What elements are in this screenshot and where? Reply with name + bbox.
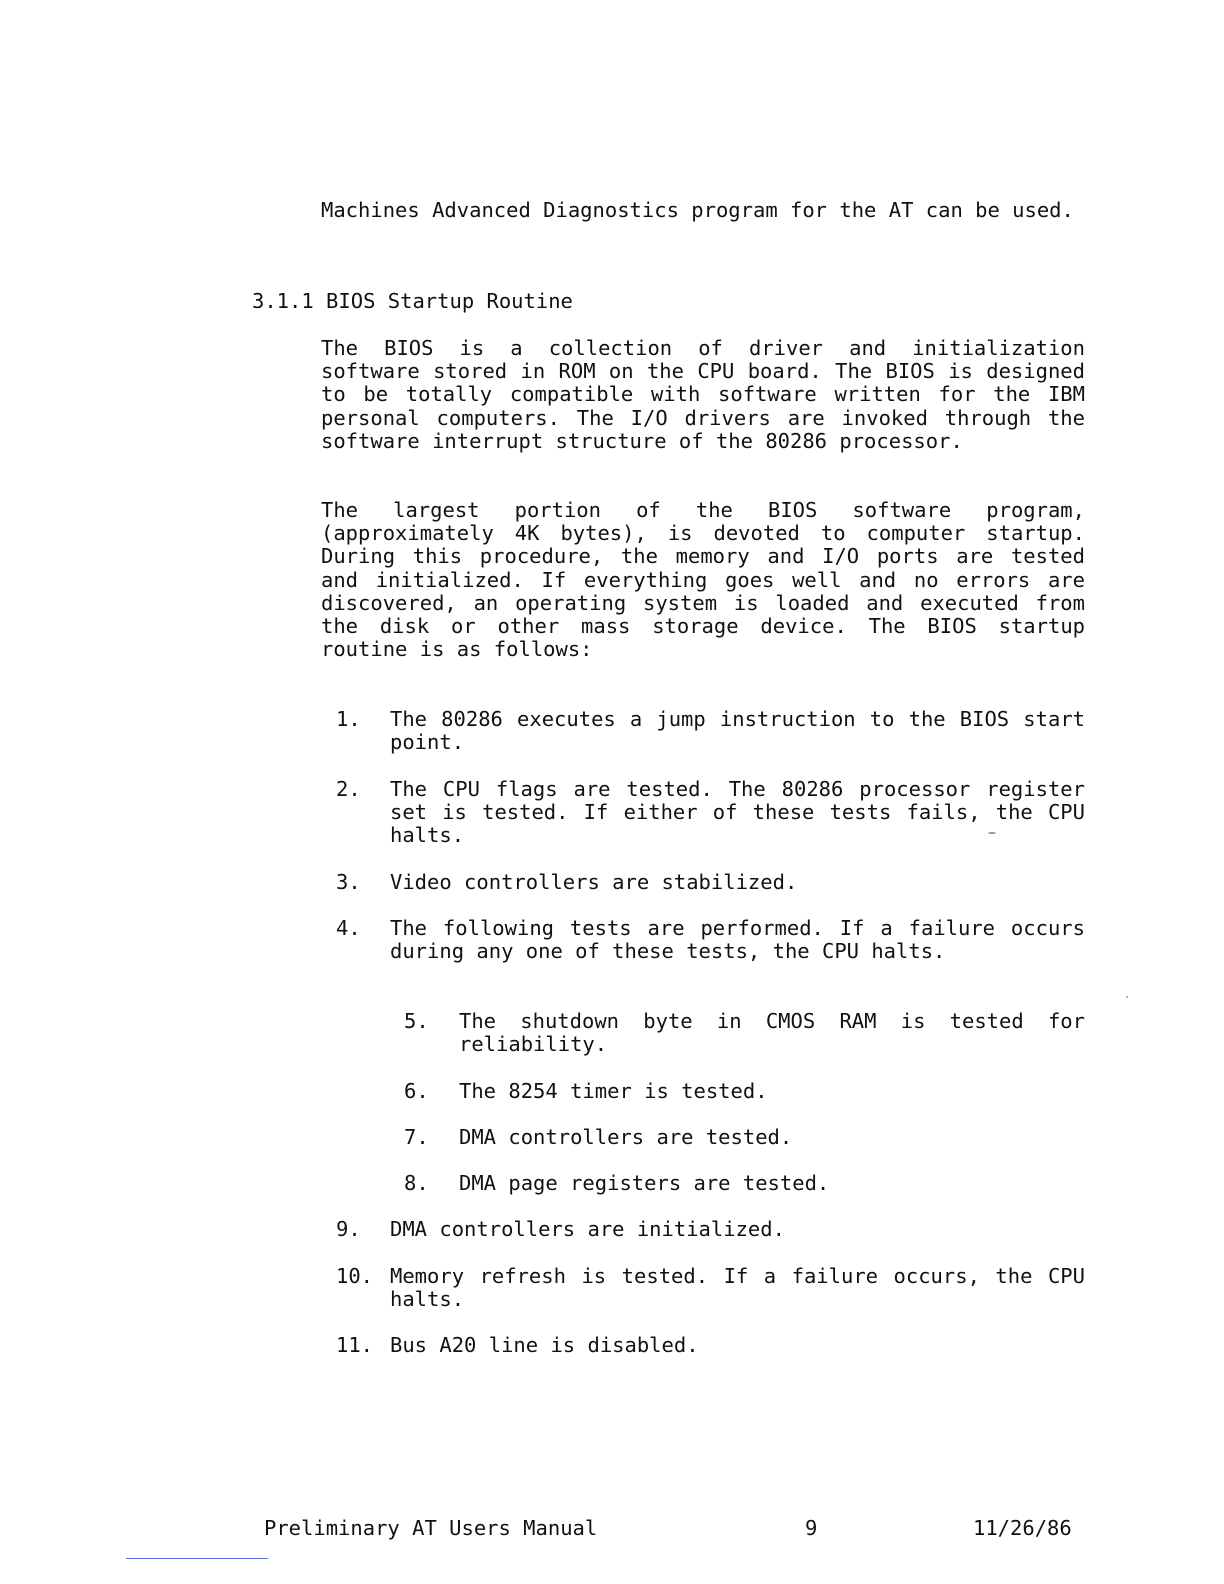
list-item-text: DMA controllers are initialized. (390, 1217, 785, 1241)
list-item-number: 9. (336, 1217, 361, 1241)
list-item-text: DMA controllers are tested. (459, 1125, 793, 1149)
list-item-text: Video controllers are stabilized. (390, 870, 798, 894)
list-item-number: 3. (336, 870, 361, 894)
list-item-number: 10. (336, 1264, 374, 1288)
body-paragraph-2: The largest portion of the BIOS software program, (approximately 4K bytes), is devoted to computer startup. During this procedure, the memory and I/O ports are tested and initialized. If everything goes well and no errors are discovered, an operating system is loaded and executed from the disk or other mass storage device. The BIOS startup routine is as follows: (321, 498, 1085, 662)
list-item-number: 8. (404, 1171, 429, 1195)
list-item-number: 6. (404, 1079, 429, 1103)
section-heading: 3.1.1 BIOS Startup Routine (252, 289, 573, 313)
scan-speck (1126, 996, 1128, 998)
list-item-number: 5. (404, 1009, 429, 1033)
list-item-text: The following tests are performed. If a failure occurs during any one of these tests, the CPU halts. (390, 916, 1085, 964)
list-item-text: Bus A20 line is disabled. (390, 1333, 699, 1357)
list-item-text: Memory refresh is tested. If a failure occurs, the CPU halts. (390, 1264, 1085, 1312)
list-item-text: The CPU flags are tested. The 80286 processor register set is tested. If either of these tests fails, the CPU halts. (390, 777, 1085, 848)
list-item-text: DMA page registers are tested. (459, 1171, 830, 1195)
body-paragraph-1: The BIOS is a collection of driver and initialization software stored in ROM on the CPU board. The BIOS is designed to be totally compatible with software written for the IBM personal computers. The I/O drivers are invoked through the software interrupt structure of the 80286 processor. (321, 336, 1085, 453)
list-item-number: 1. (336, 707, 361, 731)
scan-edge-line (126, 1558, 268, 1559)
footer-date: 11/26/86 (973, 1516, 1072, 1540)
list-item-text: The 80286 executes a jump instruction to the BIOS start point. (390, 707, 1085, 755)
list-item-number: 2. (336, 777, 361, 801)
intro-continuation: Machines Advanced Diagnostics program for the AT can be used. (321, 198, 1074, 222)
footer-page-number: 9 (805, 1516, 818, 1540)
list-item-text: The 8254 timer is tested. (459, 1079, 768, 1103)
list-item-number: 11. (336, 1333, 374, 1357)
list-item-text: The shutdown byte in CMOS RAM is tested for reliability. (459, 1009, 1085, 1057)
list-item-number: 4. (336, 916, 361, 940)
scan-speck (988, 832, 996, 834)
list-item-number: 7. (404, 1125, 429, 1149)
footer-title: Preliminary AT Users Manual (264, 1516, 598, 1540)
